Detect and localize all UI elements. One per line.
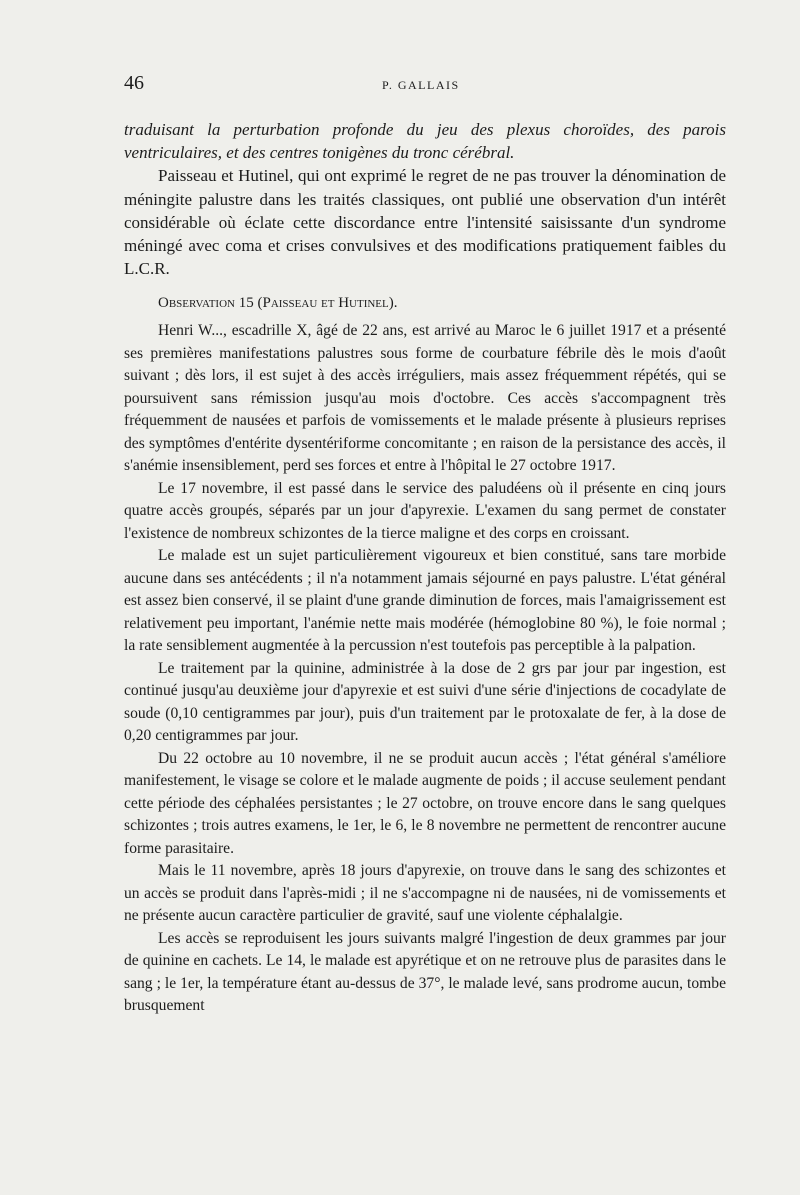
page-number: 46: [124, 72, 144, 94]
page-body: [124, 118, 726, 1018]
paragraph: Le traitement par la quinine, administrée à la dose de 2 grs par jour par ingestion, est continué jusqu'au deuxième jour d'apyrexie et est suivi d'une série d'injections de cocadylate de soude (0,10 centigrammes par jour), puis d'un traitement par le protoxalate de fer, à la dose de 0,20 centigrammes par jour.: [124, 659, 726, 745]
intro-section: [124, 118, 726, 280]
paragraph: Le 17 novembre, il est passé dans le service des paludéens où il présente en cinq jours quatre accès groupés, séparés par un jour d'apyrexie. L'examen du sang permet de constater l'existence de nombreux schizontes de la tierce maligne et des corps en croissant.: [124, 479, 726, 542]
paragraph: Henri W..., escadrille X, âgé de 22 ans, est arrivé au Maroc le 6 juillet 1917 et a présenté ses premières manifestations palustres sous forme de courbature fébrile dès le mois d'août suivant ; dès lors, il est sujet à des accès irréguliers, mais assez fréquemment répétés, qui se poursuivent sans rémission jusqu'au mois d'octobre. Ces accès s'accompagnent très fréquemment de nausées et parfois de vomissements et le malade présente à plusieurs reprises des symptômes d'entérite dysentériforme concomitante ; en raison de la persistance des accès, il s'anémie insensiblement, perd ses forces et entre à l'hôpital le 27 octobre 1917.: [124, 322, 726, 475]
observation-body: [124, 320, 726, 1018]
running-head: P. GALLAIS: [382, 78, 460, 92]
paragraph: traduisant la perturbation profonde du jeu des plexus choroïdes, des parois ventriculaires, et des centres tonigènes du tronc cérébral.: [124, 120, 726, 163]
paragraph: Du 22 octobre au 10 novembre, il ne se produit aucun accès ; l'état général s'améliore manifestement, le visage se colore et le malade augmente de poids ; il accuse seulement pendant cette période des céphalées persistantes ; le 27 octobre, on trouve encore dans le sang quelques schizontes ; trois autres examens, le 1er, le 6, le 8 novembre ne permettent de rencontrer aucune forme parasitaire.: [124, 749, 726, 857]
paragraph: Le malade est un sujet particulièrement vigoureux et bien constitué, sans tare morbide aucune dans ses antécédents ; il n'a notamment jamais séjourné en pays palustre. L'état général est assez bien conservé, il se plaint d'une grande diminution de forces, mais l'amaigrissement est relativement peu important, l'anémie nette mais modérée (hémoglobine 80 %), le foie normal ; la rate sensiblement augmentée à la percussion n'est toutefois pas perceptible à la palpation.: [124, 547, 726, 655]
page-header: [124, 72, 726, 96]
paragraph: Mais le 11 novembre, après 18 jours d'apyrexie, on trouve dans le sang des schizontes et un accès se produit dans l'après-midi ; il ne s'accompagne ni de nausées, ni de vomissements et ne présente aucun caractère particulier de gravité, sauf une violente céphalalgie.: [124, 862, 726, 925]
paragraph: Paisseau et Hutinel, qui ont exprimé le regret de ne pas trouver la dénomination de méningite palustre dans les traités classiques, ont publié une observation d'un intérêt considérable où éclate cette discordance entre l'intensité saisissante d'un syndrome méningé avec coma et crises convulsives et des modifications pratiquement faibles du L.C.R.: [124, 166, 726, 279]
paragraph: Les accès se reproduisent les jours suivants malgré l'ingestion de deux grammes par jour de quinine en cachets. Le 14, le malade est apyrétique et on ne retrouve plus de parasites dans le sang ; le 1er, la température étant au-dessus de 37°, le malade levé, sans prodrome aucun, tombe brusquement: [124, 929, 726, 1015]
observation-title: Observation 15 (Paisseau et Hutinel).: [158, 295, 398, 312]
